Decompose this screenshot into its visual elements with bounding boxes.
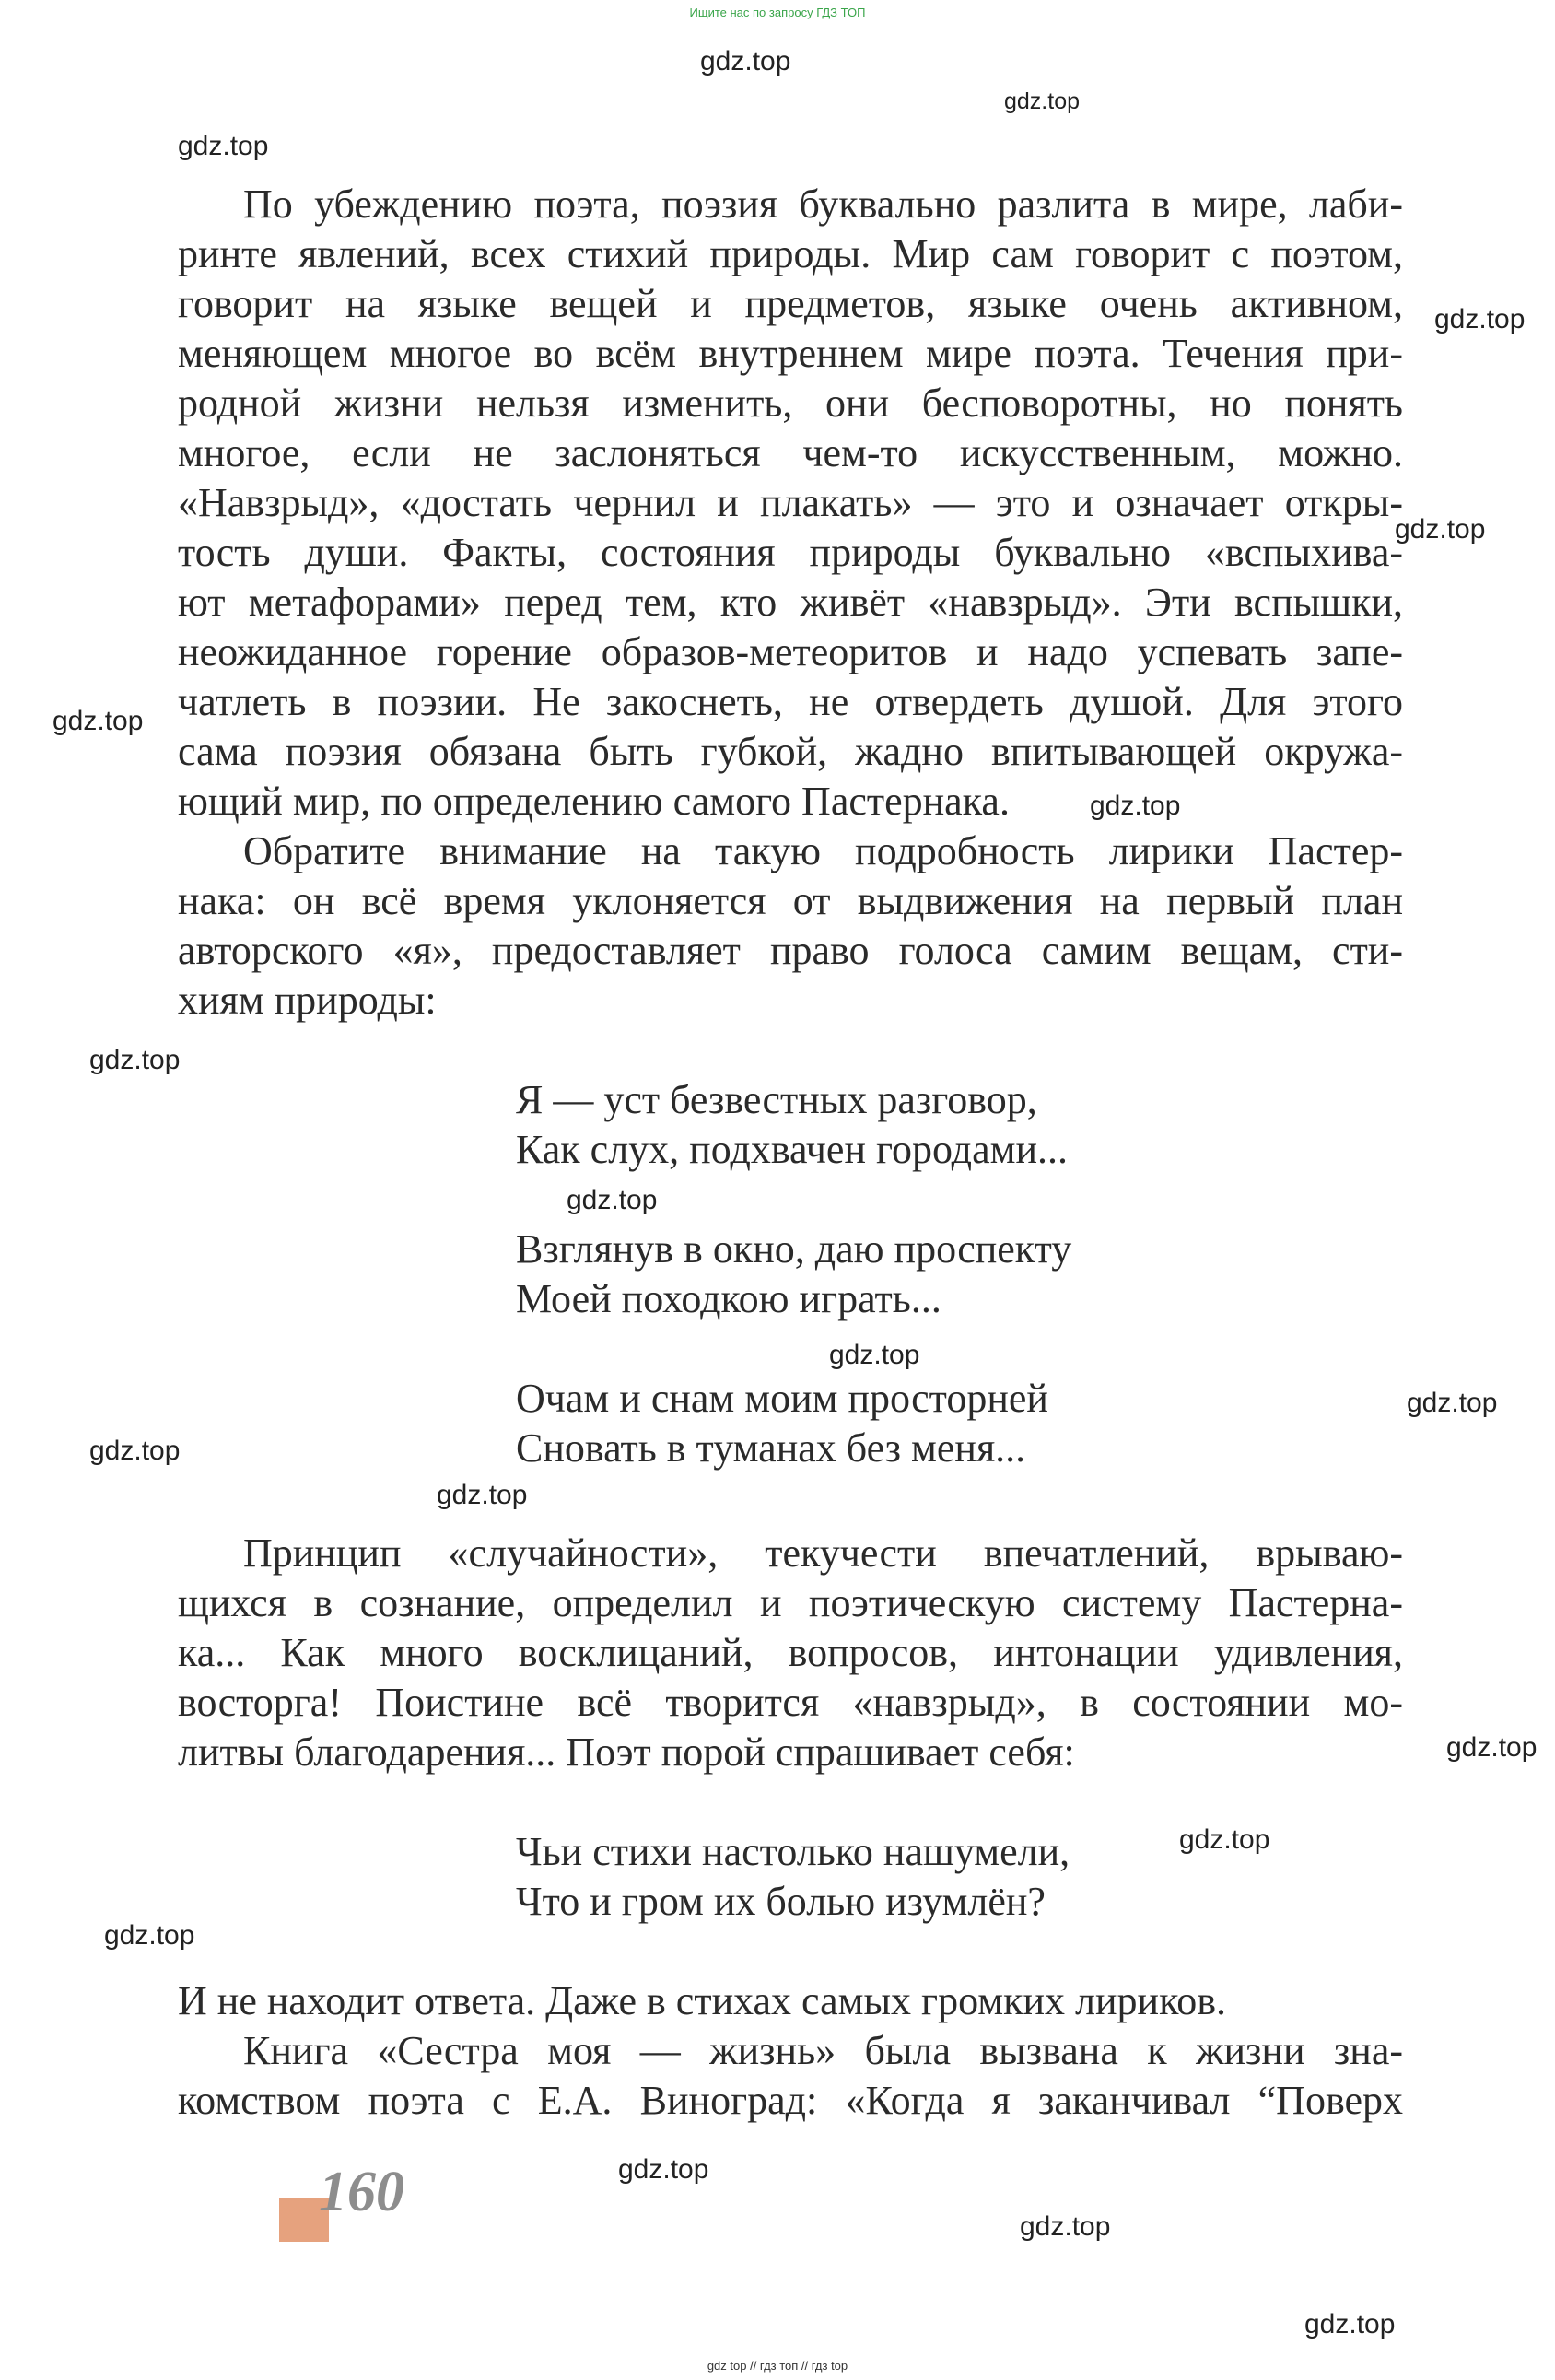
watermark: gdz.top [89, 1045, 181, 1075]
text-line: Книга «Сестра моя — жизнь» была вызвана к жизни зна- [243, 2028, 1403, 2073]
text-line: говорит на языке вещей и предметов, языке очень активном, [178, 281, 1403, 326]
text-line: Обратите внимание на такую подробность лирики Пастер- [243, 828, 1403, 873]
text-line: Принцип «случайности», текучести впечатлений, врываю- [243, 1530, 1403, 1576]
text-line: ют метафорами» перед тем, кто живёт «навзрыд». Эти вспышки, [178, 580, 1403, 625]
watermark: gdz.top [1407, 1388, 1498, 1418]
verse-line: Взглянув в окно, даю проспекту [516, 1226, 1072, 1272]
text-line: ка... Как много восклицаний, вопросов, интонации удивления, [178, 1630, 1403, 1675]
bottom-banner: gdz top // гдз топ // гдз top [707, 2359, 848, 2373]
text-line: нака: он всё время уклоняется от выдвижения на первый план [178, 878, 1403, 923]
text-line: «Навзрыд», «достать чернил и плакать» — это и означает откры- [178, 480, 1403, 525]
verse-line: Чьи стихи настолько нашумели, [516, 1829, 1070, 1874]
text-line: чатлеть в поэзии. Не закоснеть, не отвердеть душой. Для этого [178, 679, 1403, 724]
watermark: gdz.top [104, 1920, 195, 1951]
text-line: По убеждению поэта, поэзия буквально разлита в мире, лаби- [243, 182, 1403, 227]
watermark: gdz.top [567, 1185, 658, 1215]
text-line: тость души. Факты, состояния природы буквально «вспыхива- [178, 530, 1403, 575]
top-banner: Ищите нас по запросу ГДЗ ТОП [689, 6, 866, 19]
watermark: gdz.top [618, 2154, 709, 2185]
watermark: gdz.top [829, 1340, 920, 1370]
text-line: щихся в сознание, определил и поэтическую систему Пастерна- [178, 1580, 1403, 1625]
verse-line: Сновать в туманах без меня... [516, 1425, 1026, 1471]
watermark: gdz.top [437, 1480, 528, 1510]
text-line: неожиданное горение образов-метеоритов и надо успевать запе- [178, 629, 1403, 674]
watermark: gdz.top [178, 131, 269, 161]
text-line: литвы благодарения... Поэт порой спрашивает себя: [178, 1729, 1075, 1775]
verse-line: Моей походкою играть... [516, 1276, 941, 1321]
verse-line: Очам и снам моим просторней [516, 1376, 1048, 1421]
watermark: gdz.top [1090, 791, 1181, 821]
watermark: gdz.top [700, 46, 791, 76]
watermark: gdz.top [1179, 1824, 1270, 1855]
watermark: gdz.top [1304, 2309, 1396, 2339]
page-number: 160 [319, 2161, 404, 2223]
text-line: хиям природы: [178, 978, 437, 1023]
text-line: И не находит ответа. Даже в стихах самых громких лириков. [178, 1978, 1227, 2023]
watermark: gdz.top [89, 1436, 181, 1466]
verse-line: Что и гром их болью изумлён? [516, 1879, 1046, 1924]
text-line: комством поэта с Е.А. Виноград: «Когда я заканчивал “Поверх [178, 2078, 1403, 2123]
text-line: многое, если не заслоняться чем-то искусственным, можно. [178, 430, 1403, 475]
verse-line: Я — уст безвестных разговор, [516, 1077, 1037, 1122]
text-line: авторского «я», предоставляет право голоса самим вещам, сти- [178, 928, 1403, 973]
watermark: gdz.top [1434, 304, 1526, 334]
text-line: ринте явлений, всех стихий природы. Мир сам говорит с поэтом, [178, 231, 1403, 276]
text-line: ющий мир, по определению самого Пастернака. [178, 779, 1010, 824]
text-line: восторга! Поистине всё творится «навзрыд», в состоянии мо- [178, 1680, 1403, 1725]
watermark: gdz.top [1004, 88, 1081, 114]
watermark: gdz.top [1395, 514, 1486, 545]
text-line: меняющем многое во всём внутреннем мире поэта. Течения при- [178, 331, 1403, 376]
text-line: родной жизни нельзя изменить, они бесповоротны, но понять [178, 381, 1403, 426]
text-line: сама поэзия обязана быть губкой, жадно впитывающей окружа- [178, 729, 1403, 774]
watermark: gdz.top [1020, 2211, 1111, 2242]
watermark: gdz.top [1446, 1732, 1537, 1763]
verse-line: Как слух, подхвачен городами... [516, 1127, 1068, 1172]
watermark: gdz.top [53, 706, 144, 736]
